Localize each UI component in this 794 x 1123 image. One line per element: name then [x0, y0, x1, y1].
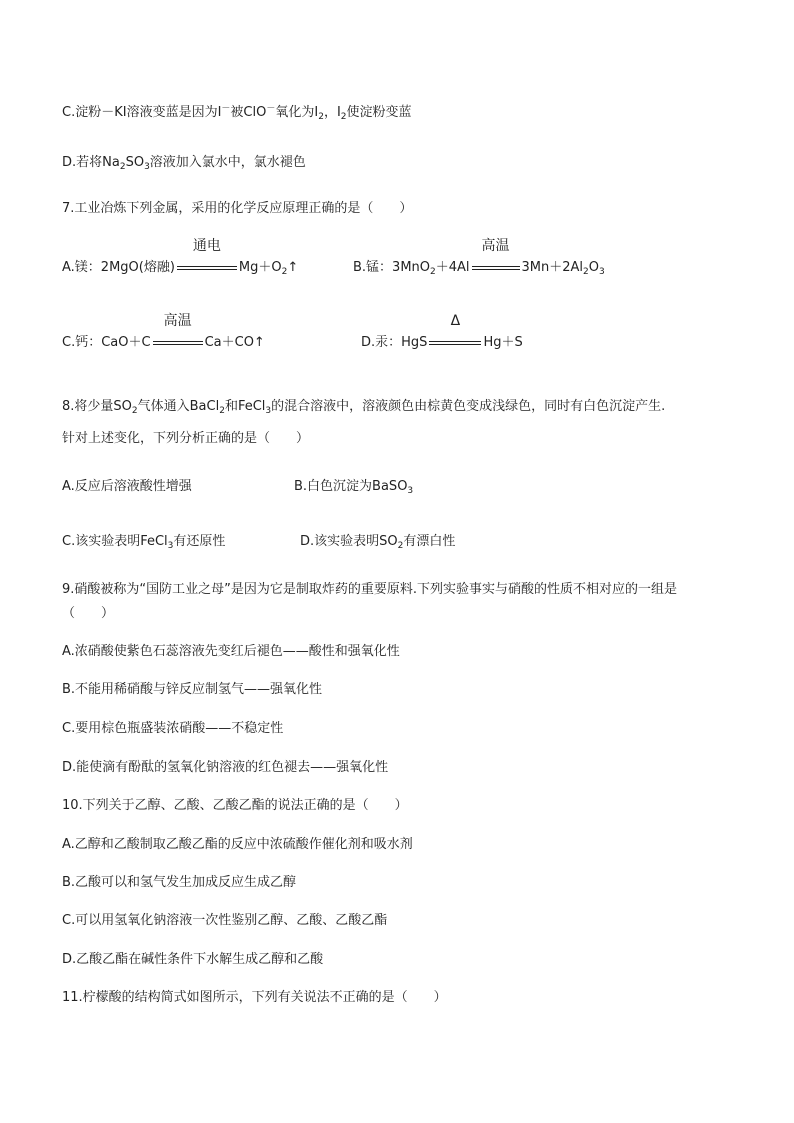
- q7-option-b: B.锰：3MnO$_2$＋4Al 高温 $3Mn+2Al_2O_3$: [353, 237, 605, 277]
- q7-stem: 7.工业冶炼下列金属，采用的化学反应原理正确的是（ ）: [62, 201, 413, 216]
- q9-option-d: D.能使滴有酚酞的氢氧化钠溶液的红色褪去——强氧化性: [62, 760, 389, 775]
- q11-stem: 11.柠檬酸的结构简式如图所示，下列有关说法不正确的是（ ）: [62, 990, 447, 1005]
- equilibrium-sign: 高温: [472, 261, 520, 275]
- q8-option-c: C.该实验表明FeCl$_3$有还原性: [62, 534, 226, 551]
- q10-stem: 10.下列关于乙醇、乙酸、乙酸乙酯的说法正确的是（ ）: [62, 798, 408, 813]
- q9-stem-line1: 9.硝酸被称为“国防工业之母”是因为它是制取炸药的重要原料.下列实验事实与硝酸的性质不相对应的一组是: [62, 582, 678, 597]
- q7-option-a: A.镁：2MgO(熔融) 通电 $Mg+O_2↑$: [62, 237, 299, 277]
- q9-option-c: C.要用棕色瓶盛装浓硝酸——不稳定性: [62, 721, 284, 736]
- q10-option-c: C.可以用氢氧化钠溶液一次性鉴别乙醇、乙酸、乙酸乙酯: [62, 913, 388, 928]
- q8-option-b: B.白色沉淀为BaSO$_3$: [294, 479, 414, 496]
- q8-stem-line1: 8.将少量$SO_2$气体通入BaCl$_2$和FeCl$_3$的混合溶液中，溶液颜色由棕黄色变成浅绿色，同时有白色沉淀产生.: [62, 399, 666, 416]
- q7-option-d: D.汞：HgS Δ Hg＋S: [361, 312, 523, 350]
- equilibrium-sign: Δ: [429, 336, 481, 350]
- q10-option-a: A.乙醇和乙酸制取乙酸乙酯的反应中浓硫酸作催化剂和吸水剂: [62, 837, 413, 852]
- q8-stem-line2: 针对上述变化，下列分析正确的是（ ）: [62, 431, 310, 446]
- q9-stem-line2: （ ）: [62, 606, 115, 621]
- equilibrium-sign: 通电: [177, 261, 237, 275]
- q8-option-a: A.反应后溶液酸性增强: [62, 479, 192, 494]
- equilibrium-sign: 高温: [153, 336, 203, 350]
- q10-option-b: B.乙酸可以和氢气发生加成反应生成乙醇: [62, 875, 297, 890]
- q9-option-a: A.浓硝酸使紫色石蕊溶液先变红后褪色——酸性和强氧化性: [62, 644, 400, 659]
- q6-option-c: C.淀粉－KI溶液变蓝是因为I－被ClO－氧化为$I_2$，$I_2$使淀粉变蓝: [62, 104, 412, 122]
- q7-option-c: C.钙：CaO＋C 高温 Ca＋CO↑: [62, 312, 265, 350]
- q10-option-d: D.乙酸乙酯在碱性条件下水解生成乙醇和乙酸: [62, 952, 324, 967]
- q6-option-d: D.若将$Na_2SO_3$溶液加入氯水中，氯水褪色: [62, 155, 306, 172]
- q9-option-b: B.不能用稀硝酸与锌反应制氢气——强氧化性: [62, 682, 323, 697]
- q8-option-d: D.该实验表明$SO_2$有漂白性: [300, 534, 456, 551]
